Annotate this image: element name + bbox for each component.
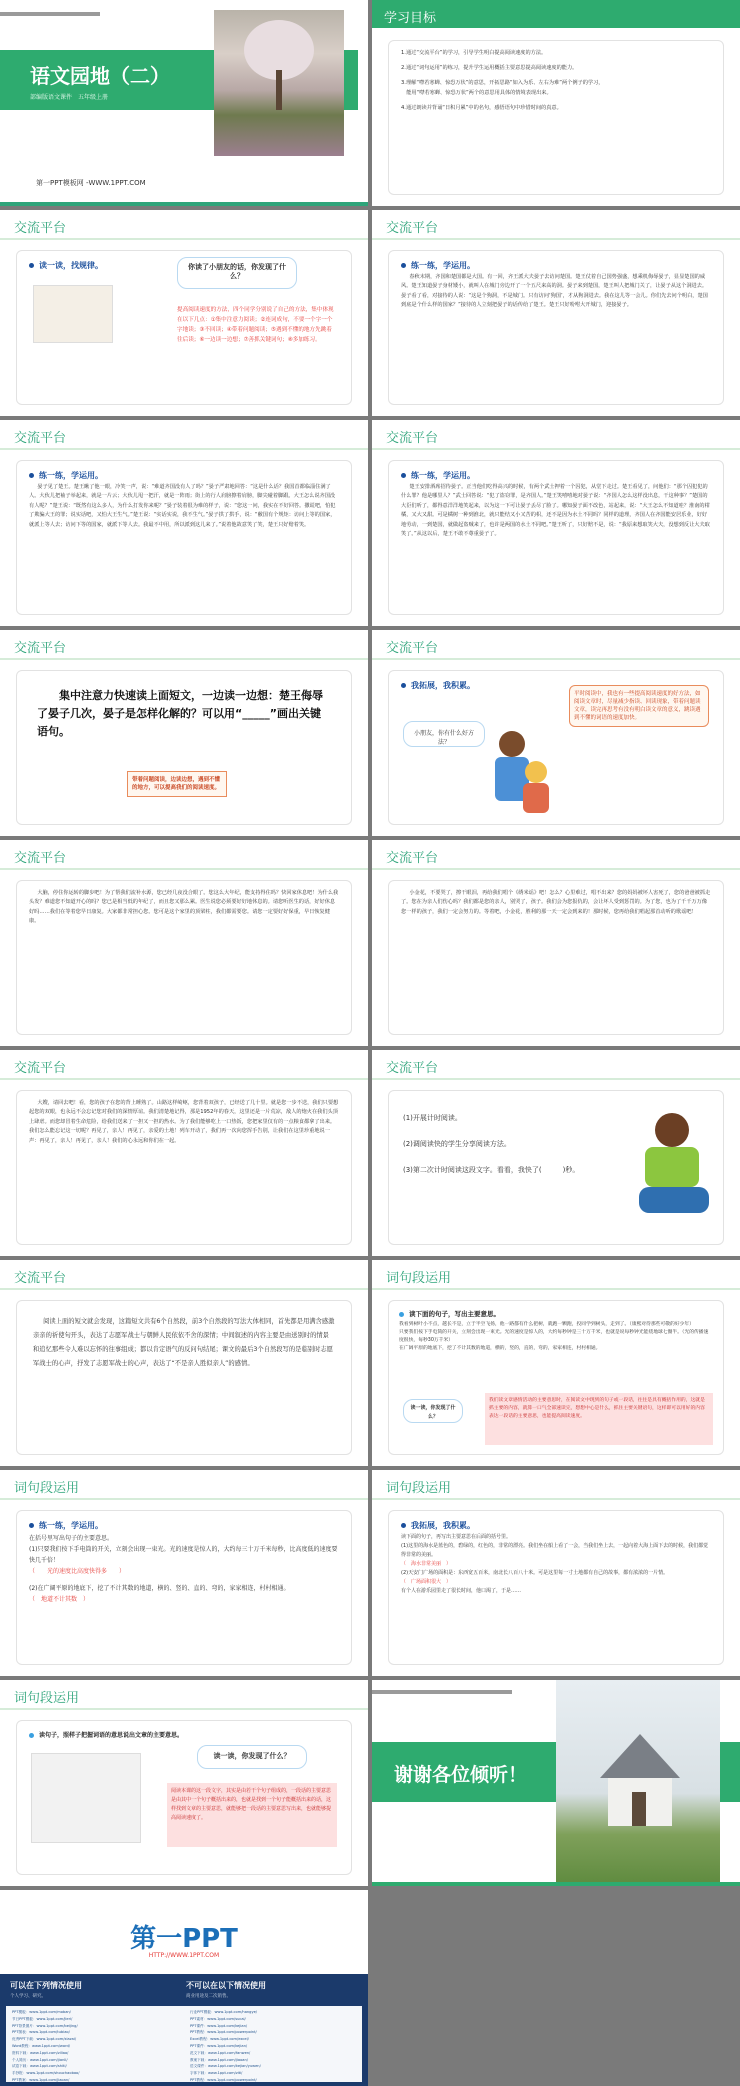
slide-header: 词句段运用 xyxy=(14,1481,80,1496)
note-box: 阅读本课的这一段文字，其实是由若干个句子组成的，一段话的主要意思是由其中一个句子概括出来的，也就是找到一个句子能概括出来的话，这样找到文章的主要意思，就能够把一段话的主要意思写出来，也就能够提高阅读速度了。 xyxy=(167,1783,337,1847)
house-photo xyxy=(556,1680,720,1886)
resource-link[interactable]: PPT教案：www.1ppt.com/jiaoan/ xyxy=(12,2077,70,2082)
slide-header: 交流平台 xyxy=(386,641,439,656)
cover-subtitle: 部编版语文课件 五年级上册 xyxy=(30,94,109,101)
section-subtitle: 读下面的句子，写出主要意思。 xyxy=(399,1307,713,1321)
step-item: (1)开展计时阅读。 xyxy=(403,1114,462,1122)
step-item: (2)调阅读快的学生分享阅读方法。 xyxy=(403,1140,511,1148)
brand-url[interactable]: HTTP://WWW.1PPT.COM xyxy=(148,1952,220,1959)
slide-11[interactable] xyxy=(0,1050,368,1256)
slide-header: 交流平台 xyxy=(14,1061,67,1076)
resource-link[interactable]: Excel教程：www.1ppt.com/excel/ xyxy=(190,2037,249,2042)
section-subtitle: 练一练，学运用。 xyxy=(401,259,711,273)
answer-text: （ 地道不计其数 ） xyxy=(29,1596,90,1603)
slide-header: 交流平台 xyxy=(386,851,439,866)
passage-text: 春秋末期，齐国和楚国都是大国。有一回，齐王派大夫晏子去访问楚国。楚王仗着自己国势强盛，想乘机侮辱晏子，显显楚国的威风。楚王知道晏子身材矮小，就叫人在城门旁边开了一个五尺来高的洞。晏子来到楚国，楚王叫人把城门关了，让晏子从这个洞进去。晏子看了看，对接待的人说：“这是个狗洞，不是城门。只有访问‘狗国’，才从狗洞进去。我在这儿等一会儿。你们先去问个明白，楚国到底是个什么样的国家？”接待的人立刻把晏子的话传给了楚王。楚王只好吩咐大开城门，迎接晏子。 xyxy=(401,274,708,309)
tip-box: 平时阅读中，我也有一些提高阅读速度的好方法，如阅读文章时，尽量减少指读、回读现象，带着问题读文章，读完再思考有没有明白读文章的意义，跳读遇到不懂的词语的速度加快。 xyxy=(569,685,709,727)
sentence-item: (2)天安门广场的面积是：东西宽五百米，南北长八百八十米。可是这里每一寸土地都有自己的故事，都有浓浓的一片情。 xyxy=(401,1570,669,1576)
cover-site-label: 第一PPT模板网 -WWW.1PPT.COM xyxy=(36,179,146,187)
slide-header: 词句段运用 xyxy=(386,1481,452,1496)
brand-logo: 第一PPT xyxy=(130,1924,238,1954)
answer-text: （ 广场面积很大 ） xyxy=(401,1579,452,1585)
resource-link[interactable]: PPT模板：www.1ppt.com/moban/ xyxy=(12,2010,71,2014)
slide-header: 交流平台 xyxy=(14,851,67,866)
ask-bubble: 读一读，你发现了什么？ xyxy=(197,1745,307,1769)
resource-link[interactable]: PPT课件：www.1ppt.com/kejian/ xyxy=(190,2043,248,2048)
slide-header: 词句段运用 xyxy=(386,1271,452,1286)
section-subtitle: 练一练，学运用。 xyxy=(29,469,339,483)
section-subtitle: 读一读，找规律。 xyxy=(29,259,339,273)
slide-15[interactable] xyxy=(0,1470,368,1676)
slide-header: 交流平台 xyxy=(14,221,67,236)
slide-12[interactable] xyxy=(372,1050,740,1256)
slide-4[interactable] xyxy=(372,210,740,416)
thanks-text: 谢谢各位倾听！ xyxy=(394,1764,528,1786)
step-item: (3)第二次计时阅读这段文字。看看，我快了( )秒。 xyxy=(403,1166,580,1174)
slide-14[interactable] xyxy=(372,1260,740,1466)
slide-header: 交流平台 xyxy=(386,221,439,236)
resource-link[interactable]: 教案下载：www.1ppt.com/jiaoan/ xyxy=(190,2057,248,2062)
goal-item: 1.通过“交流平台”的学习，引导学生明白提高阅读速度的方法。 xyxy=(401,50,547,56)
resource-link[interactable]: 手抄报：www.1ppt.com/shouchaobao/ xyxy=(12,2071,80,2076)
section-subtitle: 读句子，照样子把握词语的意思说出文章的主要意思。 xyxy=(29,1729,339,1743)
resource-link[interactable]: 试卷下载：www.1ppt.com/shiti/ xyxy=(12,2064,67,2069)
ask-bubble: 读一读，你发现了什么？ xyxy=(403,1399,463,1423)
resource-link[interactable]: 个人简历：www.1ppt.com/jianli/ xyxy=(12,2057,68,2062)
sentence-item: (2)在广阔平原的地底下，挖了不计其数的地道，横的、竖的、直的、弯的，家家相连，村村相通。 xyxy=(29,1585,290,1592)
slide-10[interactable] xyxy=(372,840,740,1046)
cover-title: 语文园地（二） xyxy=(30,64,170,88)
sentence-item: 我看到树叶小不点，越长不是，立于半空飞扬，他一路都有什么把树，就跑一颗跑，投同学到树头，走到了。（康熙对待那些可敬的好少年） xyxy=(399,1322,695,1327)
can-use-desc: 个人学习、研究。 xyxy=(10,1994,46,1999)
slide-goals[interactable] xyxy=(372,0,740,206)
resource-link[interactable]: PPT图表：www.1ppt.com/tubiao/ xyxy=(12,2030,70,2035)
resource-link[interactable]: 节日PPT模板：www.1ppt.com/jieri/ xyxy=(12,2016,73,2021)
sentence-item: 有个人在游乐园里走了很长时间，他口渴了，于是…… xyxy=(401,1588,522,1594)
resource-link[interactable]: 资料下载：www.1ppt.com/ziliao/ xyxy=(12,2050,69,2055)
resource-link[interactable]: PPT教程：www.1ppt.com/powerpoint/ xyxy=(190,2077,257,2082)
section-subtitle: 练一练，学运用。 xyxy=(29,1519,339,1533)
slide-cover[interactable] xyxy=(0,0,368,206)
resource-link[interactable]: PPT课件：www.1ppt.com/kejian/ xyxy=(190,2023,248,2028)
slide-16[interactable] xyxy=(372,1470,740,1676)
sentence-item: 只要我们按下手电筒的开关，立刻会出现一束光。光的速度是惊人的，大约每秒钟是三十万千米，也就是说每秒钟光能绕地球七圈半。（光的传播速度很快，每秒30万千米） xyxy=(399,1330,709,1343)
cannot-use-desc: 商业用途及二次销售。 xyxy=(186,1994,231,1999)
resource-link[interactable]: PPT教程：www.1ppt.com/powerpoint/ xyxy=(190,2030,257,2035)
goal-item: 能用“噤若寒蝉、惊恐万状”两个的意思用具体的情境表现出来。 xyxy=(401,89,552,96)
resource-link[interactable]: PPT素材：www.1ppt.com/sucai/ xyxy=(190,2016,246,2021)
children-illustration xyxy=(489,731,559,819)
text-thumbnail xyxy=(31,1753,141,1843)
goal-item: 3.理解“噤若寒蝉、惊恐万状”的意思，开拓思路“如入为乐、左右为难”两个例子的学习， xyxy=(401,80,604,87)
passage-text: 晏子见了楚王。楚王瞅了他一眼，冷笑一声，说：“难道齐国没有人了吗？”晏子严肃地回答：“这是什么话？我国首都临淄住满了人。大伙儿把袖子举起来，就是一片云；大伙儿甩一把汗，就是一阵雨；街上的行人肩膀擦着肩膀，脚尖碰着脚跟。大王怎么说齐国没有人呢？”楚王说：“既然有这么多人，为什么打发你来呢？”晏子装着很为难的样子，说：“您这一问，我实在不好回答。撒谎吧，怕犯了欺骗大王的罪；说实话吧，又怕大王生气。”楚王说：“实话实说，我不生气。”晏子拱了拱手，说：“敝国有个规矩：访问上等的国家，就派上等人去；访问下等的国家，就派下等人去。我最不中用，所以派到这儿来了。”说着他故意笑了笑，楚王只好赔着笑。 xyxy=(29,484,336,528)
slide-5[interactable] xyxy=(0,420,368,626)
resource-link[interactable]: 范文下载：www.1ppt.com/fanwen/ xyxy=(190,2050,251,2055)
can-use-title: 可以在下列情况使用 xyxy=(10,1981,82,1990)
passage-text: 大嫂，请回去吧！看，您的孩子在您的背上睡熟了。山路这样崎岖，您背着双孩子，已经送了几十里。就是您一步不送，我们只要想起您的双眼，也永远不会忘记您对我们的深情厚谊。我们清楚地记得，那是1952年的春天，这里还是一片荒凉，敌人的炮火在我们头顶上肆虐。而您却冒着生命危险，给我们送来了一担又一担的热水。为了我们能够吃上一口热饭，您把家里仅有的一点粮食都拿了出来。我们怎么能忘记这一切呢？再见了，亲人！再见了，亲爱的土地！列车开动了，我们再一次向您挥手告别，让我们在这里珍重地说一声：再见了，亲人！再见了，亲人！我们的心永远和你们在一起。 xyxy=(29,1100,339,1144)
answer-text: （ 光的速度比高度快得多 ） xyxy=(29,1568,126,1575)
tip-box: 带着问题阅读，边读边想，遇到不懂的地方，可以提高我们的阅读速度。 xyxy=(127,771,227,797)
sentence-item: (1)这里的海水是蓝色的，碧绿的，红色的，非常的漂亮。我们坐在船上看了一会，当我们坐上去，一起向着大海上面下去的时候，我们都觉得非常的美丽。 xyxy=(401,1543,709,1558)
slide-header: 交流平台 xyxy=(386,431,439,446)
resource-link[interactable]: 语文课件：www.1ppt.com/kejian/yuwen/ xyxy=(190,2064,261,2069)
slide-7[interactable] xyxy=(0,630,368,836)
resource-link[interactable]: 行业PPT模板：www.1ppt.com/hangye/ xyxy=(190,2010,258,2014)
goal-item: 2.通过“词句运用”的练习，提升学生运用概括主要意思提高阅读速度的能力。 xyxy=(401,65,578,72)
slide-thanks[interactable] xyxy=(372,1680,740,1886)
slide-header: 交流平台 xyxy=(14,431,67,446)
question-text: 集中注意力快速读上面短文，一边读一边想：楚王侮辱了晏子几次，晏子是怎样化解的？可以用“_____”画出关键语句。 xyxy=(37,689,323,738)
passage-text: 小金花，不要哭了，擦干眼泪，再给我们唱个《绣米谣》吧！怎么？心里难过，唱不出来？您的妈妈被坏人害死了，您的爸爸被抓走了。您在为亲人们伤心吗？我们都是您的亲人，别哭了，孩子。我们会为您报仇的，会让坏人受到惩罚的。为了您，也为了千千万万像您一样的孩子，我们一定会努力的。等着吧，小金花，胜利的那一天一定会到来的！那时候，您再给我们唱起那首动听的歌谣吧！ xyxy=(401,890,711,915)
question-bubble: 你读了小朋友的话，你发现了什么？ xyxy=(177,257,297,289)
resource-link[interactable]: PPT背景图片：www.1ppt.com/beijing/ xyxy=(12,2023,78,2028)
slide-header: 交流平台 xyxy=(386,1061,439,1076)
note-box: 我们读文章感情活动的主要意思时，在阅读文中现到的句子或一段话，往往是具有概括作用的，这就是抓主要的内容，就算一口气全部速读完，想想中心是什么，抓住主要关键语句，这样即可以用好的内容表达一段话的主要意思，也能提高阅读速度。 xyxy=(485,1393,713,1445)
slide-3[interactable] xyxy=(0,210,368,416)
links-left xyxy=(12,2009,182,2084)
slide-header: 交流平台 xyxy=(14,1271,67,1286)
slide-13[interactable] xyxy=(0,1260,368,1466)
resource-link[interactable]: 字体下载：www.1ppt.com/ziti/ xyxy=(190,2071,243,2076)
slide-17[interactable] xyxy=(0,1680,368,1886)
section-subtitle: 练一练，学运用。 xyxy=(401,469,711,483)
resource-link[interactable]: 优秀PPT下载：www.1ppt.com/xiazai/ xyxy=(12,2037,77,2042)
cover-tree-photo xyxy=(214,10,344,156)
slide-header: 交流平台 xyxy=(14,641,67,656)
section-subtitle: 我拓展，我积累。 xyxy=(401,1519,711,1533)
instruction-text: 读下面的句子，再写出主要意思在后面的括号里。 xyxy=(401,1534,512,1540)
answer-text: （ 海水非常美丽 ） xyxy=(401,1561,452,1567)
slide-header: 词句段运用 xyxy=(14,1691,80,1706)
slide-6[interactable] xyxy=(372,420,740,626)
slide-8[interactable] xyxy=(372,630,740,836)
slide-promo[interactable] xyxy=(0,1890,368,2086)
analysis-text: 阅读上面的短文就会发现，这篇短文共有6个自然段，前3个自然段的写法大体相同，首先都是用满含感激亲亲的祈使句开头，表达了志愿军战士与朝鲜人民依依不舍的深情；中间叙述的内容主要是由送别时的情景和追忆那些令人难以忘怀的往事组成；都以肯定语气的反问句结尾；课文的最后3个自然段写的是临别时志愿军战士的心声，抒发了志愿军战士的心声，表达了“不是亲人胜似亲人”的感情。 xyxy=(33,1318,335,1367)
sentence-item: 在广阔平原的地底下，挖了不计其数的地道，横的，竖的，直的，弯的，家家相连，村村相通。 xyxy=(399,1346,601,1351)
links-panel xyxy=(6,2006,362,2082)
method-text: 提高阅读速度的方法，四个同学分别说了自己的方法，集中体现在以下几点：①集中注意力阅读；②连词成句，不要一个字一个字地读；③不回读；④带着问题阅读；⑤遇到不懂的地方先跳着往后读；⑥一边读一边想；⑦善抓关键词句；⑧多加练习。 xyxy=(177,307,334,343)
slide-9[interactable] xyxy=(0,840,368,1046)
ask-bubble: 小朋友，你有什么好方法？ xyxy=(403,721,485,747)
girl-reading-illustration xyxy=(639,1113,709,1223)
resource-link[interactable]: Word教程：www.1ppt.com/word/ xyxy=(12,2043,70,2048)
passage-text: 楚王安排酒席招待晏子。正当他们吃得高兴的时候，有两个武士押着一个囚犯，从堂下走过。楚王看见了，问他们：“那个囚犯犯的什么罪？他是哪里人？”武士回答说：“犯了盗窃罪，是齐国人。”楚王笑嘻嘻地对晏子说：“齐国人怎么这样没出息，干这种事？”楚国的大臣们听了，都得意洋洋地笑起来，以为这一下可让晏子丢尽了脸了。哪知晏子面不改色，站起来，说：“大王怎么不知道哇？淮南的柑橘，又大又甜。可是橘树一种到淮北，就只能结又小又苦的枳，还不是因为水土不同吗？同样的道理，齐国人在齐国能安居乐业，好好地劳动，一到楚国，就做起盗贼来了，也许是两国的水土不同吧。”楚王听了，只好赔不是，说：“我原来想取笑大夫，没想到反让大夫取笑了。”从这以后，楚王不敢不尊重晏子了。 xyxy=(401,484,710,538)
section-subtitle: 我拓展，我积累。 xyxy=(401,679,711,693)
passage-text: 大脑，停住你运转的脚步吧！为了帮我们流补水源，您已经几夜没合眼了。您这么大年纪，能支持得住吗？快回家休息吧！为什么我头发？难道您不知道开心的吗？您已是相当低的年纪了，而且您又那么累。医生说您必须要好好地休息的。请您听医生的话，好好休息好吗……我们在等着您早日康复。大家都非常担心您。您可是这个家里的顶梁柱，我们都需要您。请您一定要好好保重，早日恢复健康。 xyxy=(29,890,339,925)
links-right xyxy=(190,2009,360,2084)
instruction-text: 在括号里写出句子的主要意思。 xyxy=(29,1535,114,1542)
cannot-use-title: 不可以在以下情况使用 xyxy=(186,1981,266,1990)
kids-illustration xyxy=(33,285,113,343)
goals-header: 学习目标 xyxy=(384,11,437,26)
goal-item: 4.通过朗读并背诵“日积月累”中的名句，感悟语句中珍惜时间的真意。 xyxy=(401,104,562,111)
sentence-item: (1)只要我们按下手电筒的开关，立刻会出现一束光。光的速度是惊人的，大约每三十万千米每秒，比高度低的速度要快几千倍！ xyxy=(29,1546,338,1564)
